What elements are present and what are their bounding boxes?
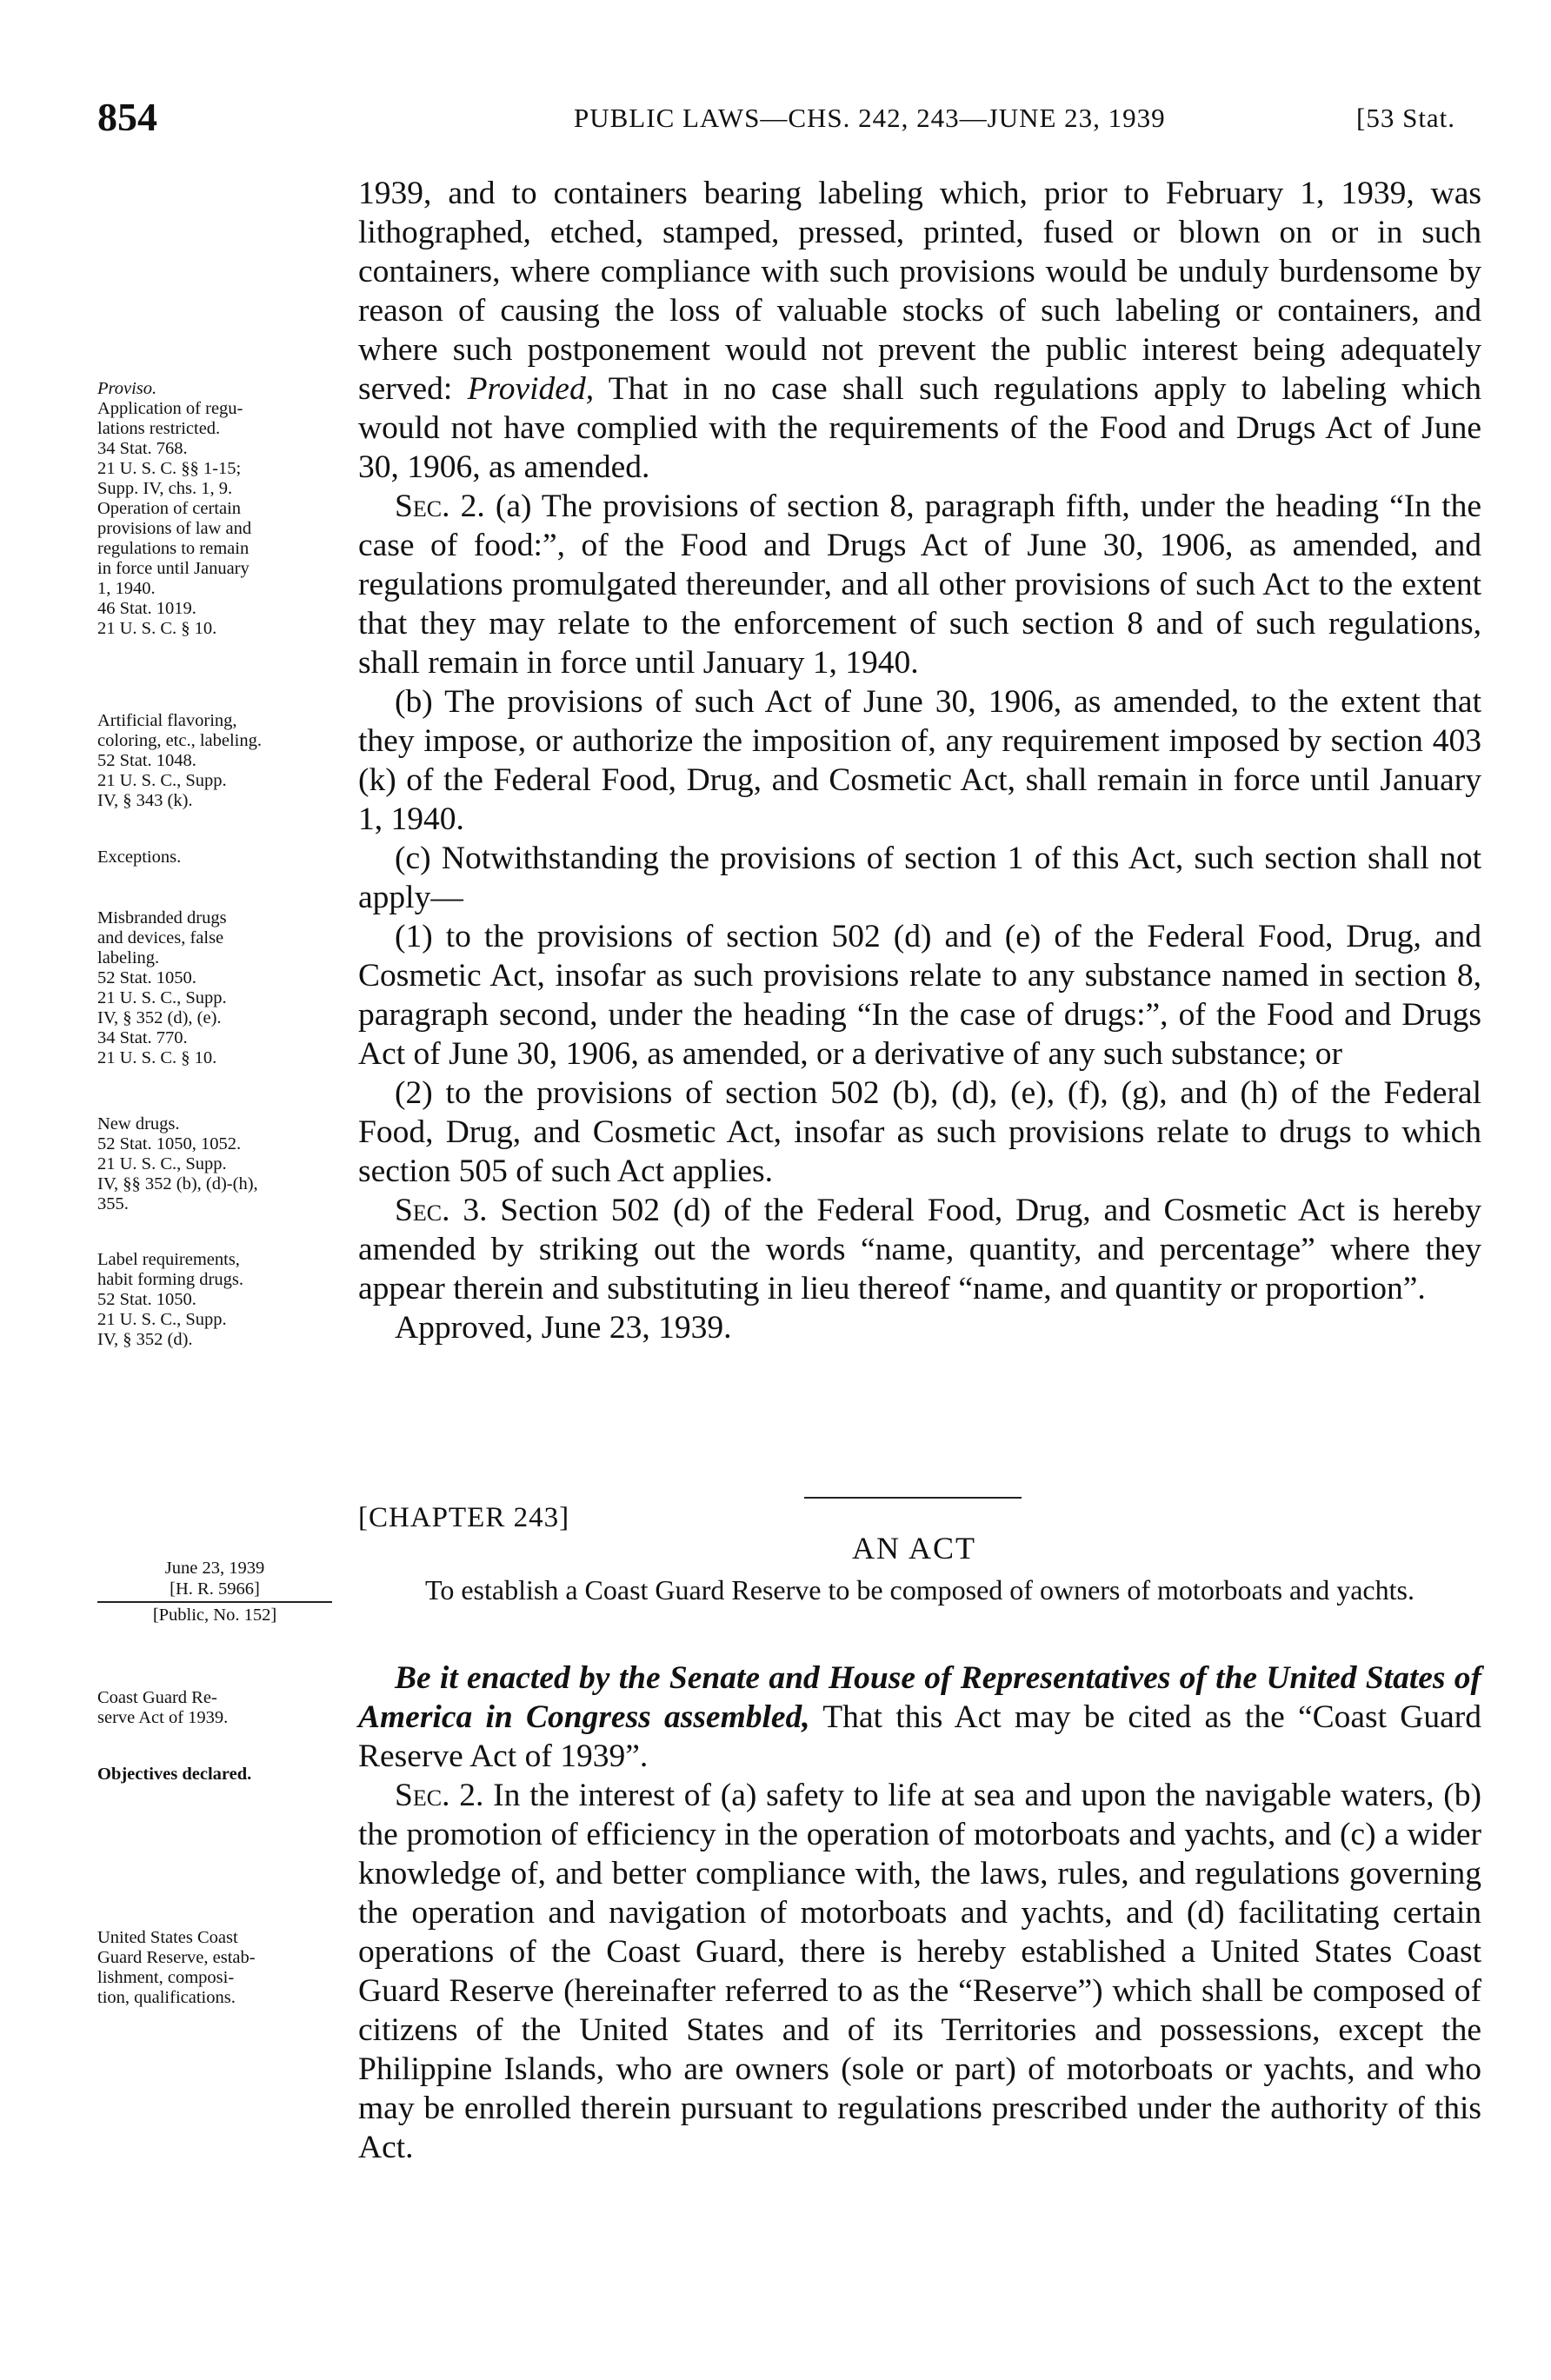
section-2-c-1: (1) to the provisions of section 502 (d) and (e) of the Federal Food, Drug, and Cosmetic Act, insofar as such provisions relate to any substance named in section 8, paragraph second, under the heading “In the case of drugs:”, of the Food and Drugs Act of June 30, 1906, as amended, or a derivative of any such substance; or: [358, 919, 1481, 1072]
margin-line: Exceptions.: [97, 848, 182, 867]
section-2-b: (b) The provisions of such Act of June 30, 1906, as amended, to the extent that they impose, or authorize the imposition of, any requirement imposed by section 403 (k) of the Federal Food, Drug, and Cosmetic Act, shall remain in force until January 1, 1940.: [358, 684, 1481, 837]
section-2-label: Sec. 2.: [395, 489, 485, 524]
margin-note-misbranded: [97, 908, 345, 1068]
chapter-243-section-2-text: In the interest of (a) safety to life at sea and upon the navigable waters, (b) the promotion of efficiency in the operation of motorboats and yachts, and (c) a wider knowledge of, and better compliance with, the laws, rules, and regulations governing the operation and navigation of motorboats and yachts, and (d) facilitating certain operations of the Coast Guard, there is hereby established a United States Coast Guard Reserve (hereinafter referred to as the “Reserve”) which shall be composed of citizens of the United States and of its Territories and possessions, except the Philippine Islands, who are owners (sole or part) of motorboats or yachts, and who may be enrolled therein pursuant to regulations prescribed under the authority of this Act.: [358, 1778, 1482, 2165]
chapter-243-section-2: [358, 1776, 1481, 2167]
enactment-divider: [97, 1601, 332, 1603]
margin-line: regulations to remain: [97, 539, 250, 558]
volume-reference: [53 Stat.: [1356, 103, 1456, 133]
section-2-a: [358, 487, 1481, 682]
margin-citation: 52 Stat. 1050.: [97, 1290, 196, 1309]
margin-line: and devices, false: [97, 928, 224, 947]
margin-line: Coast Guard Re-: [97, 1688, 217, 1707]
margin-citation: 52 Stat. 1050, 1052.: [97, 1134, 242, 1153]
margin-citation: 21 U. S. C., Supp.: [97, 988, 227, 1007]
margin-citation: 21 U. S. C., Supp.: [97, 771, 227, 790]
margin-line: Operation of certain: [97, 499, 242, 518]
margin-note-establishment: [97, 1928, 345, 2008]
margin-note-exceptions: [97, 848, 345, 868]
margin-note-artificial-flavoring: [97, 711, 345, 811]
margin-line: in force until January: [97, 559, 250, 578]
margin-citation: IV, §§ 352 (b), (d)-(h),: [97, 1174, 258, 1193]
continuation-text: 1939, and to containers bearing labeling which, prior to February 1, 1939, was lithographed, etched, stamped, pressed, printed, fused or blown on or in such containers, where compliance with such provisions would be unduly burdensome by reason of causing the loss of valuable stocks of such labeling or containers, and where such postponement would not prevent the public interest being adequately served:: [358, 176, 1481, 407]
margin-line: 1, 1940.: [97, 579, 156, 598]
section-3: [358, 1191, 1481, 1308]
margin-line: lishment, composi-: [97, 1968, 235, 1987]
enactment-date: June 23, 1939: [164, 1559, 265, 1578]
section-2-c: (c) Notwithstanding the provisions of section 1 of this Act, such section shall not apply—: [358, 841, 1481, 915]
section-2-label: Sec. 2.: [395, 1778, 484, 1813]
margin-line: Misbranded drugs: [97, 908, 227, 927]
margin-line: Label requirements,: [97, 1250, 240, 1269]
enacting-clause: [358, 1659, 1481, 1776]
margin-citation: 52 Stat. 1048.: [97, 751, 196, 770]
margin-line: tion, qualifications.: [97, 1988, 236, 2007]
margin-line: lations restricted.: [97, 419, 221, 438]
section-3-label: Sec. 3.: [395, 1193, 488, 1228]
chapter-separator: [804, 1497, 1022, 1499]
margin-line: labeling.: [97, 948, 160, 967]
margin-citation: 21 U. S. C., Supp.: [97, 1154, 227, 1173]
margin-citation: 52 Stat. 1050.: [97, 968, 196, 987]
margin-note-objectives: [97, 1765, 345, 1785]
margin-line: Application of regu-: [97, 399, 243, 418]
margin-line: Artificial flavoring,: [97, 711, 237, 730]
margin-note-new-drugs: [97, 1114, 345, 1214]
act-purpose: To establish a Coast Guard Reserve to be composed of owners of motorboats and yachts.: [425, 1574, 1415, 1606]
act-heading: AN ACT: [852, 1531, 977, 1566]
enacting-formula: Be it enacted by the Senate and House of Representatives of the United States of America in Congress assembled,: [358, 1660, 1481, 1735]
margin-line: Guard Reserve, estab-: [97, 1948, 256, 1967]
bill-number: [H. R. 5966]: [170, 1579, 260, 1599]
margin-citation: 355.: [97, 1194, 129, 1213]
margin-citation: 21 U. S. C. § 10.: [97, 1048, 217, 1067]
public-law-number: [Public, No. 152]: [152, 1606, 277, 1625]
chapter-number: [CHAPTER 243]: [358, 1502, 570, 1533]
margin-citation: IV, § 343 (k).: [97, 791, 193, 810]
margin-citation: 21 U. S. C. §§ 1-15;: [97, 459, 242, 478]
margin-citation: 46 Stat. 1019.: [97, 599, 196, 618]
section-2-a-text: (a) The provisions of section 8, paragraph fifth, under the heading “In the case of food:”, of the Food and Drugs Act of June 30, 1906, as amended, and regulations promulgated thereunder, and all other provisions of such Act to the extent that they may relate to the enforcement of such section 8 and of such regulations, shall remain in force until January 1, 1940.: [358, 489, 1481, 681]
margin-line: coloring, etc., labeling.: [97, 731, 262, 750]
margin-line: Objectives declared.: [97, 1765, 252, 1784]
margin-citation: Supp. IV, chs. 1, 9.: [97, 479, 233, 498]
proviso-text: That in no case shall such regulations apply to labeling which would not have complied with the requirements of the Food and Drugs Act of June 30, 1906, as amended.: [358, 371, 1482, 485]
margin-line: serve Act of 1939.: [97, 1708, 229, 1727]
enactment-info: [97, 1558, 332, 1625]
short-title-text: That this Act may be cited as the “Coast Guard Reserve Act of 1939”.: [358, 1699, 1481, 1774]
margin-line: United States Coast: [97, 1928, 238, 1947]
margin-citation: IV, § 352 (d), (e).: [97, 1008, 222, 1027]
margin-citation: 21 U. S. C. § 10.: [97, 619, 217, 638]
chapter-242-body: [358, 174, 1481, 1347]
margin-line: New drugs.: [97, 1114, 180, 1133]
margin-citation: 21 U. S. C., Supp.: [97, 1310, 227, 1329]
margin-note-coast-guard-reserve: [97, 1688, 345, 1728]
page-number: 854: [97, 95, 157, 139]
running-title: PUBLIC LAWS—CHS. 242, 243—JUNE 23, 1939: [574, 103, 1166, 133]
approval-line: Approved, June 23, 1939.: [395, 1310, 732, 1346]
margin-note-label-requirements: [97, 1250, 345, 1350]
margin-line: provisions of law and: [97, 519, 252, 538]
proviso-label: Proviso.: [97, 379, 157, 398]
section-2-c-2: (2) to the provisions of section 502 (b), (d), (e), (f), (g), and (h) of the Federal Food, Drug, and Cosmetic Act, insofar as such provisions relate to drugs to which section 505 of such Act applies.: [358, 1075, 1481, 1189]
chapter-243-body: [358, 1659, 1481, 2167]
margin-citation: 34 Stat. 770.: [97, 1028, 188, 1047]
margin-citation: 34 Stat. 768.: [97, 439, 188, 458]
paragraph-continuation: [358, 174, 1481, 487]
section-3-text: Section 502 (d) of the Federal Food, Drug, and Cosmetic Act is hereby amended by striking out the words “name, quantity, and percentage” where they appear therein and substituting in lieu thereof “name, and quantity or proportion”.: [358, 1193, 1481, 1306]
margin-note-proviso: [97, 379, 345, 639]
provided-keyword: Provided,: [467, 371, 595, 407]
margin-line: habit forming drugs.: [97, 1270, 243, 1289]
margin-citation: IV, § 352 (d).: [97, 1330, 193, 1349]
